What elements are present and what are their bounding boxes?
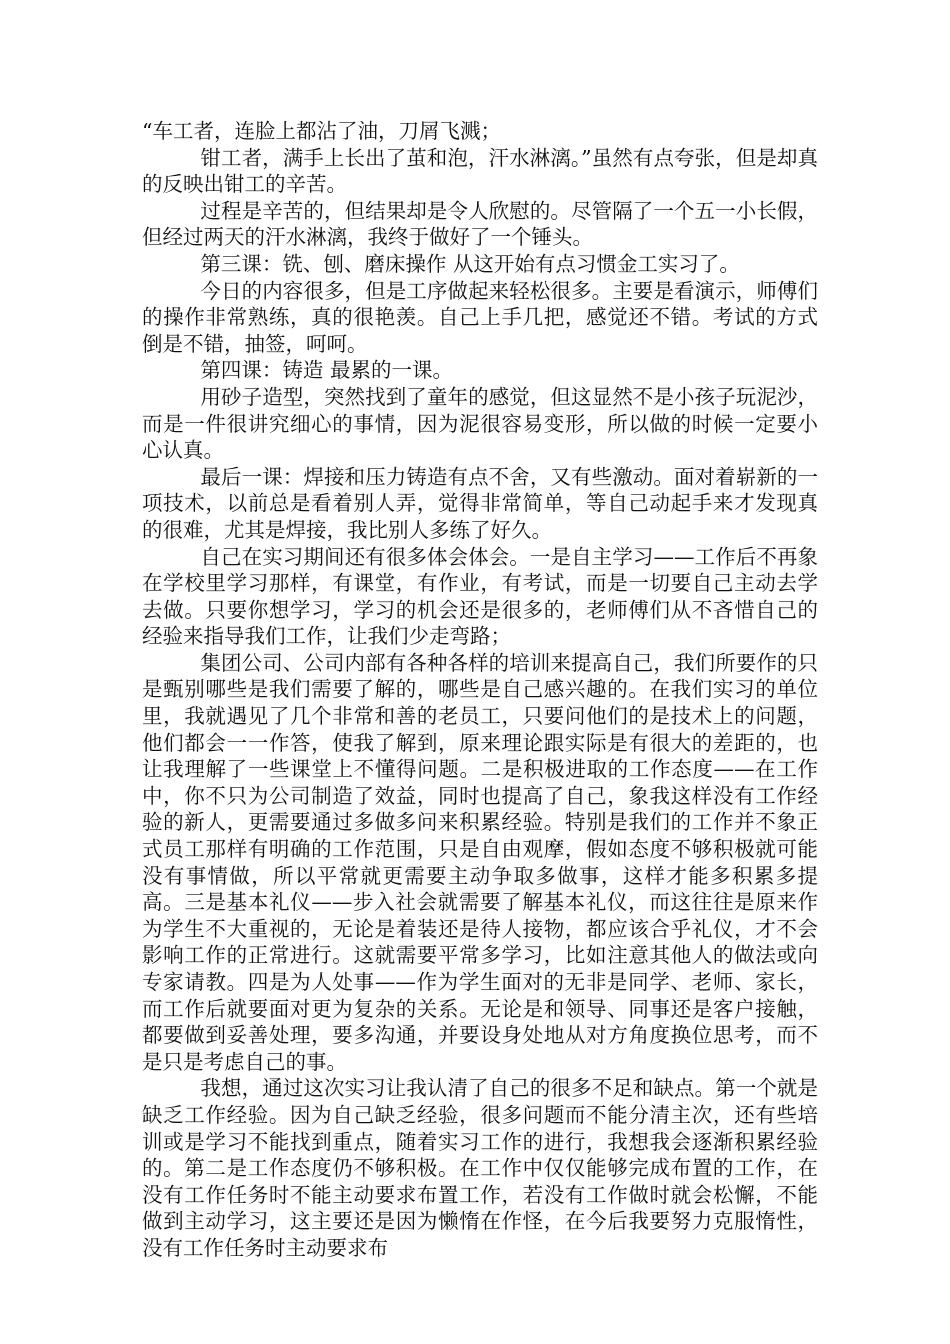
paragraph: 第三课：铣、刨、磨床操作 从这开始有点习惯金工实习了。: [200, 251, 740, 276]
document-body: [142, 118, 818, 1262]
paragraph: 用砂子造型，突然找到了童年的感觉，但这显然不是小孩子玩泥沙，而是一件很讲究细心的事情，因为泥很容易变形，所以做的时候一定要小心认真。: [142, 384, 818, 463]
paragraph: 我想，通过这次实习让我认清了自己的很多不足和缺点。第一个就是缺乏工作经验。因为自己缺乏经验，很多问题而不能分清主次，还有些培训或是学习不能找到重点，随着实习工作的进行，我想我会逐渐积累经验的。第二是工作态度仍不够积极。在工作中仅仅能够完成布置的工作，在没有工作任务时不能主动要求布置工作，若没有工作做时就会松懈，不能做到主动学习，这主要还是因为懒惰在作怪，在今后我要努力克服惰性，没有工作任务时主动要求布: [142, 1076, 818, 1260]
paragraph: 第四课：铸造 最累的一课。: [200, 358, 453, 383]
paragraph: 过程是辛苦的，但结果却是令人欣慰的。尽管隔了一个五一小长假，但经过两天的汗水淋漓，我终于做好了一个锤头。: [142, 198, 818, 250]
paragraph: “车工者，连脸上都沾了油，刀屑飞溅；: [142, 119, 501, 143]
paragraph: 集团公司、公司内部有各种各样的培训来提高自己，我们所要作的只是甄别哪些是我们需要了解的，哪些是自己感兴趣的。在我们实习的单位里，我就遇见了几个非常和善的老员工，只要问他们的是技术上的问题，他们都会一一作答，使我了解到，原来理论跟实际是有很大的差距的，也让我理解了一些课堂上不懂得问题。二是积极进取的工作态度——在工作中，你不只为公司制造了效益，同时也提高了自己，象我这样没有工作经验的新人，更需要通过多做多问来积累经验。特别是我们的工作并不象正式员工那样有明确的工作范围，只是自由观摩，假如态度不够积极就可能没有事情做，所以平常就更需要主动争取多做事，这样才能多积累多提高。三是基本礼仪——步入社会就需要了解基本礼仪，而这往往是原来作为学生不大重视的，无论是着装还是待人接物，都应该合乎礼仪，才不会影响工作的正常进行。这就需要平常多学习，比如注意其他人的做法或向专家请教。四是为人处事——作为学生面对的无非是同学、老师、家长，而工作后就要面对更为复杂的关系。无论是和领导、同事还是客户接触，都要做到妥善处理，要多沟通，并要设身处地从对方角度换位思考，而不是只是考虑自己的事。: [142, 650, 818, 1074]
paragraph: 自己在实习期间还有很多体会体会。一是自主学习——工作后不再象在学校里学习那样，有课堂，有作业，有考试，而是一切要自己主动去学去做。只要你想学习，学习的机会还是很多的，老师傅们从不吝惜自己的经验来指导我们工作，让我们少走弯路；: [142, 544, 818, 649]
paragraph: 最后一课：焊接和压力铸造有点不舍，又有些激动。面对着崭新的一项技术，以前总是看着别人弄，觉得非常简单，等自己动起手来才发现真的很难，尤其是焊接，我比别人多练了好久。: [142, 464, 818, 542]
paragraph: 钳工者，满手上长出了茧和泡，汗水淋漓。”虽然有点夸张，但是却真的反映出钳工的辛苦。: [142, 145, 818, 197]
paragraph: 今日的内容很多，但是工序做起来轻松很多。主要是看演示，师傅们的操作非常熟练，真的很艳羡。自己上手几把，感觉还不错。考试的方式倒是不错，抽签，呵呵。: [142, 278, 818, 356]
